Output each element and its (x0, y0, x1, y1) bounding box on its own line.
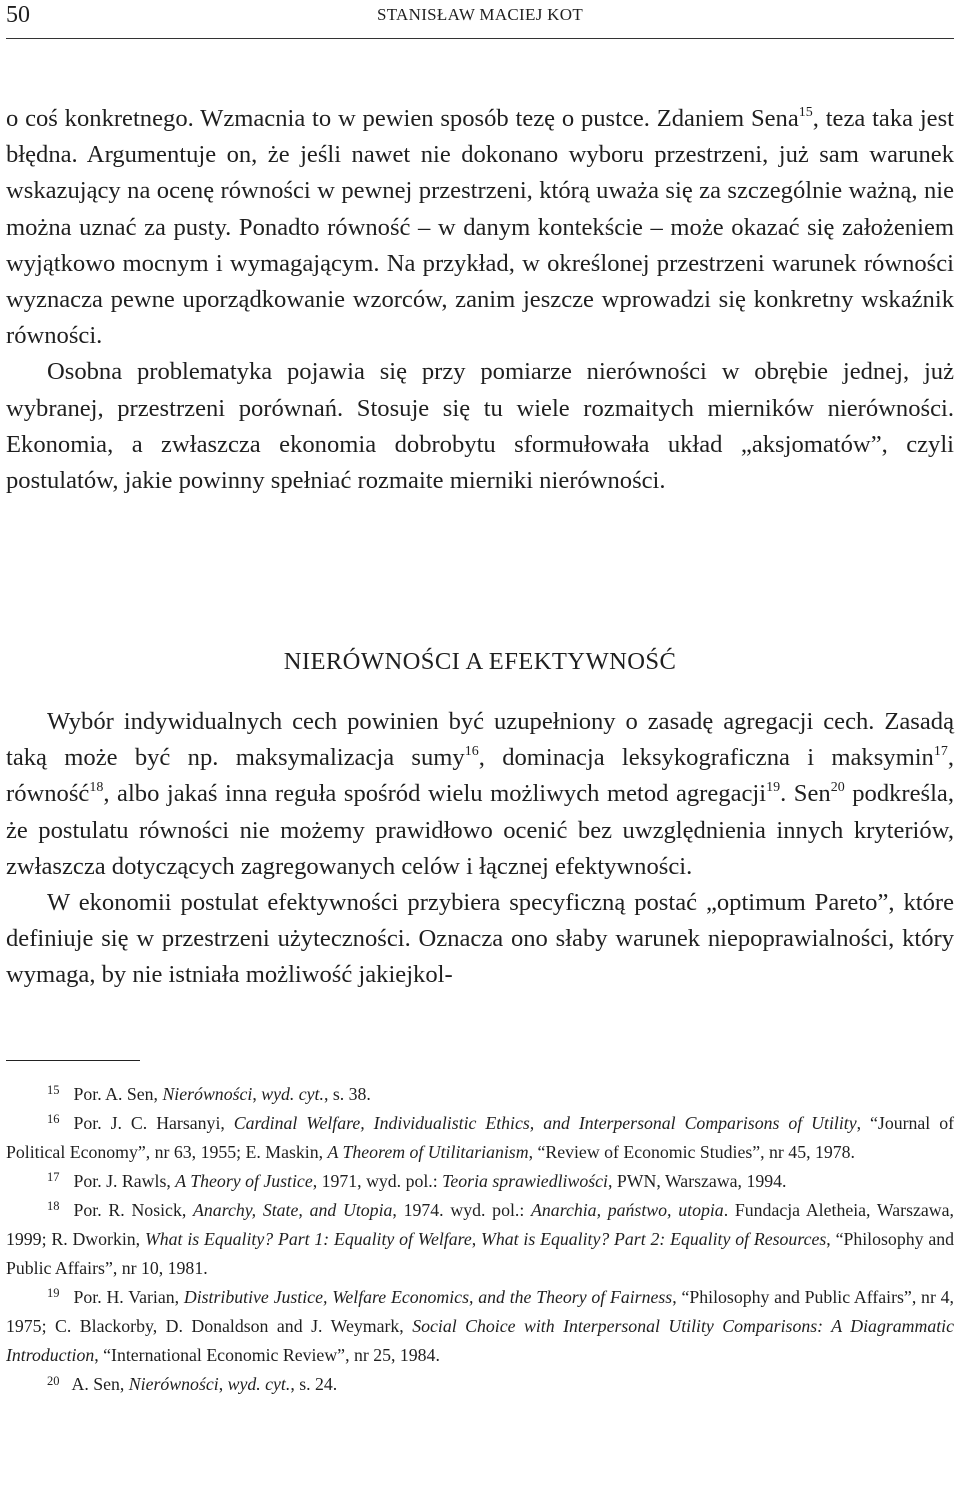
footnote-number: 16 (47, 1112, 60, 1126)
footnote-rule (6, 1060, 140, 1061)
footnote: $^{17}$ Por. J. Rawls, A Theory of Justice, 1971, wyd. pol.: Teoria sprawiedliwości, PWN, Warszawa, 1994. (47, 1170, 787, 1191)
footnote: $^{20}$ A. Sen, Nierówności, wyd. cyt., s. 24. (47, 1374, 338, 1394)
footnote-number: 17 (47, 1170, 60, 1184)
footnote-ref[interactable]: 16 (464, 744, 479, 760)
footnote-ref[interactable]: 19 (766, 780, 781, 796)
footnote-number: 15 (47, 1083, 60, 1097)
footnote-ref[interactable]: 20 (830, 780, 845, 796)
footnote: $^{19}$ Por. H. Varian, Distributive Justice, Welfare Economics, and the Theory of Fairness, “Philosophy and Public Affairs”, nr 4, 1975; C. Blackorby, D. Donaldson and J. Weymark, Social Choice with Interpersonal Utility Comparisons: A Diagrammatic Introduction, “International Economic Review”, nr 25, 1984. (6, 1286, 954, 1365)
footnote: $^{18}$ Por. R. Nosick, Anarchy, State, and Utopia, 1974. wyd. pol.: Anarchia, państwo, utopia. Fundacja Aletheia, Warszawa, 1999; R. Dworkin, What is Equality? Part 1: Equality of Welfare, What is Equality? Part 2: Equality of Resources, “Philosophy and Public Affairs”, nr 10, 1981. (6, 1199, 954, 1278)
footnote-number: 18 (47, 1199, 60, 1213)
page-header (6, 0, 954, 32)
footnote-ref[interactable]: 15 (798, 105, 813, 120)
footnote-number: 19 (47, 1286, 60, 1300)
paragraph: Osobna problematyka pojawia się przy pomiarze nierówności w obrębie jednej, już wybranej, przestrzeni porównań. Stosuje się tu wiele rozmaitych mierników nierówności. Ekonomia, a zwłaszcza ekonomia dobrobytu sformułowała układ „aksjomatów”, czyli postulatów, jakie powinny spełniać rozmaite mierniki nierówności. (6, 358, 954, 495)
section-2-text (6, 704, 954, 994)
footnote-ref[interactable]: 18 (89, 780, 104, 796)
footnote-ref[interactable]: 17 (933, 744, 948, 760)
paragraph: W ekonomii postulat efektywności przybiera specyficzną postać „optimum Pareto”, które definiuje się w przestrzeni użyteczności. Oznacza ono słaby warunek niepoprawialności, który wymaga, by nie istniała możliwość jakiejkol- (6, 889, 954, 989)
paragraph: Wybór indywidualnych cech powinien być uzupełniony o zasadę agregacji cech. Zasadą taką może być np. maksymalizacja sumy$^{16}$, dominacja leksykograficzna i maksymin$^{17}$, równość$^{18}$, albo jakaś inna reguła spośród wielu możliwych metod agregacji$^{19}$. Sen$^{20}$ podkreśla, że postulatu równości nie możemy prawidłowo ocenić bez uwzględnienia innych kryteriów, zwłaszcza dotyczących zagregowanych celów i łącznej efektywności. (6, 708, 954, 880)
paragraph: o coś konkretnego. Wzmacnia to w pewien sposób tezę o pustce. Zdaniem Sena$^{15}$, teza taka jest błędna. Argumentuje on, że jeśli nawet nie dokonano wyboru przestrzeni, już sam warunek wskazujący na ocenę równości w pewnej przestrzeni, którą uważa się za szczególnie ważną, nie można uznać za pusty. Ponadto równość – w danym kontekście – może okazać się założeniem wyjątkowo mocnym i wymagającym. Na przykład, w określonej przestrzeni warunek równości wyznacza pewne uporządkowanie wzorców, zanim jeszcze wprowadzi się konkretny wskaźnik równości. (6, 105, 954, 350)
header-rule (6, 38, 954, 39)
footnote: $^{15}$ Por. A. Sen, Nierówności, wyd. cyt., s. 38. (47, 1083, 371, 1104)
section-1-text (6, 101, 954, 499)
footnote-number: 20 (47, 1374, 60, 1388)
footnote: $^{16}$ Por. J. C. Harsanyi, Cardinal Welfare, Individualistic Ethics, and Interpersonal Comparisons of Utility, “Journal of Political Economy”, nr 63, 1955; E. Maskin, A Theorem of Utilitarianism, “Review of Economic Studies”, nr 45, 1978. (6, 1112, 955, 1162)
footnotes (6, 1080, 954, 1399)
running-head: STANISŁAW MACIEJ KOT (376, 5, 583, 24)
section-heading: NIERÓWNOŚCI A EFEKTYWNOŚĆ (283, 648, 677, 675)
page-number: 50 (6, 2, 30, 28)
